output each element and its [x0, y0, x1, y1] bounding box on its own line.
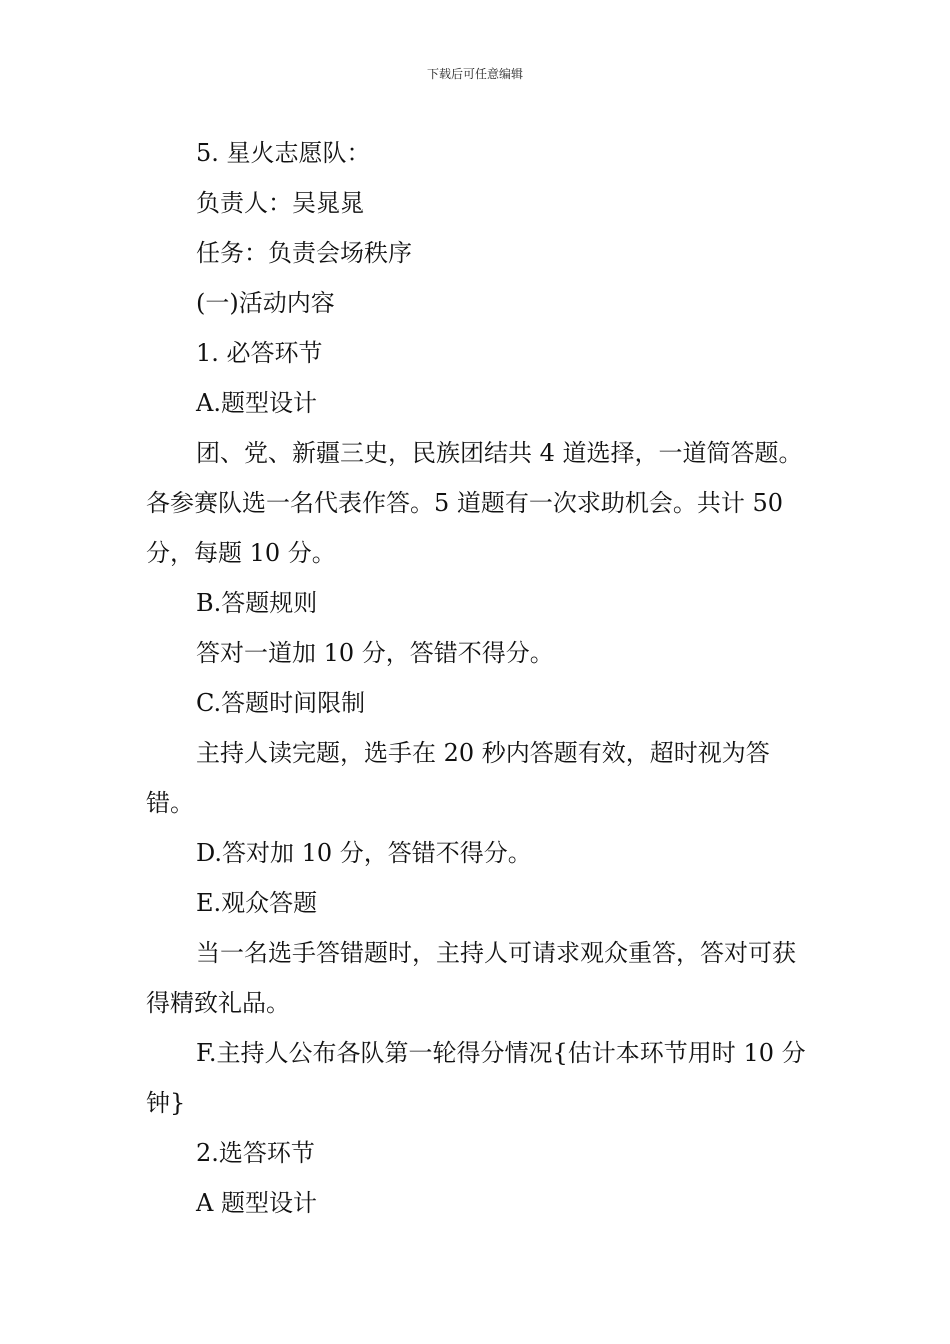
paragraph-audience-answer: E.观众答题: [196, 889, 318, 917]
paragraph-score-announcement: F.主持人公布各队第一轮得分情况{估计本环节用时 10 分钟}: [146, 1039, 806, 1117]
paragraph-leader: 负责人：吴晁晁: [196, 189, 364, 217]
paragraph-optional-round: 2.选答环节: [196, 1139, 315, 1167]
paragraph-time-limit-detail: 主持人读完题，选手在 20 秒内答题有效，超时视为答错。: [146, 739, 770, 817]
section-heading-activity-content: (一)活动内容: [196, 289, 335, 317]
paragraph-answer-rules: B.答题规则: [196, 589, 318, 617]
paragraph-question-description: 团、党、新疆三史，民族团结共 4 道选择，一道简答题。各参赛队选一名代表作答。5 道题有一次求助机会。共计 50 分，每题 10 分。: [146, 439, 803, 567]
paragraph-task: 任务：负责会场秩序: [196, 239, 412, 267]
paragraph-time-limit: C.答题时间限制: [196, 689, 366, 717]
paragraph-scoring: D.答对加 10 分，答错不得分。: [196, 839, 532, 867]
paragraph-answer-rules-detail: 答对一道加 10 分，答错不得分。: [196, 639, 554, 667]
paragraph-team-5-title: 5. 星火志愿队：: [196, 139, 371, 167]
paragraph-question-design: A.题型设计: [196, 389, 317, 417]
paragraph-required-round: 1. 必答环节: [196, 339, 323, 367]
page-header: 下载后可任意编辑: [426, 67, 523, 81]
paragraph-optional-question-design: A 题型设计: [196, 1189, 317, 1217]
paragraph-audience-answer-detail: 当一名选手答错题时，主持人可请求观众重答，答对可获得精致礼品。: [146, 939, 796, 1017]
document-body: [146, 128, 816, 1228]
